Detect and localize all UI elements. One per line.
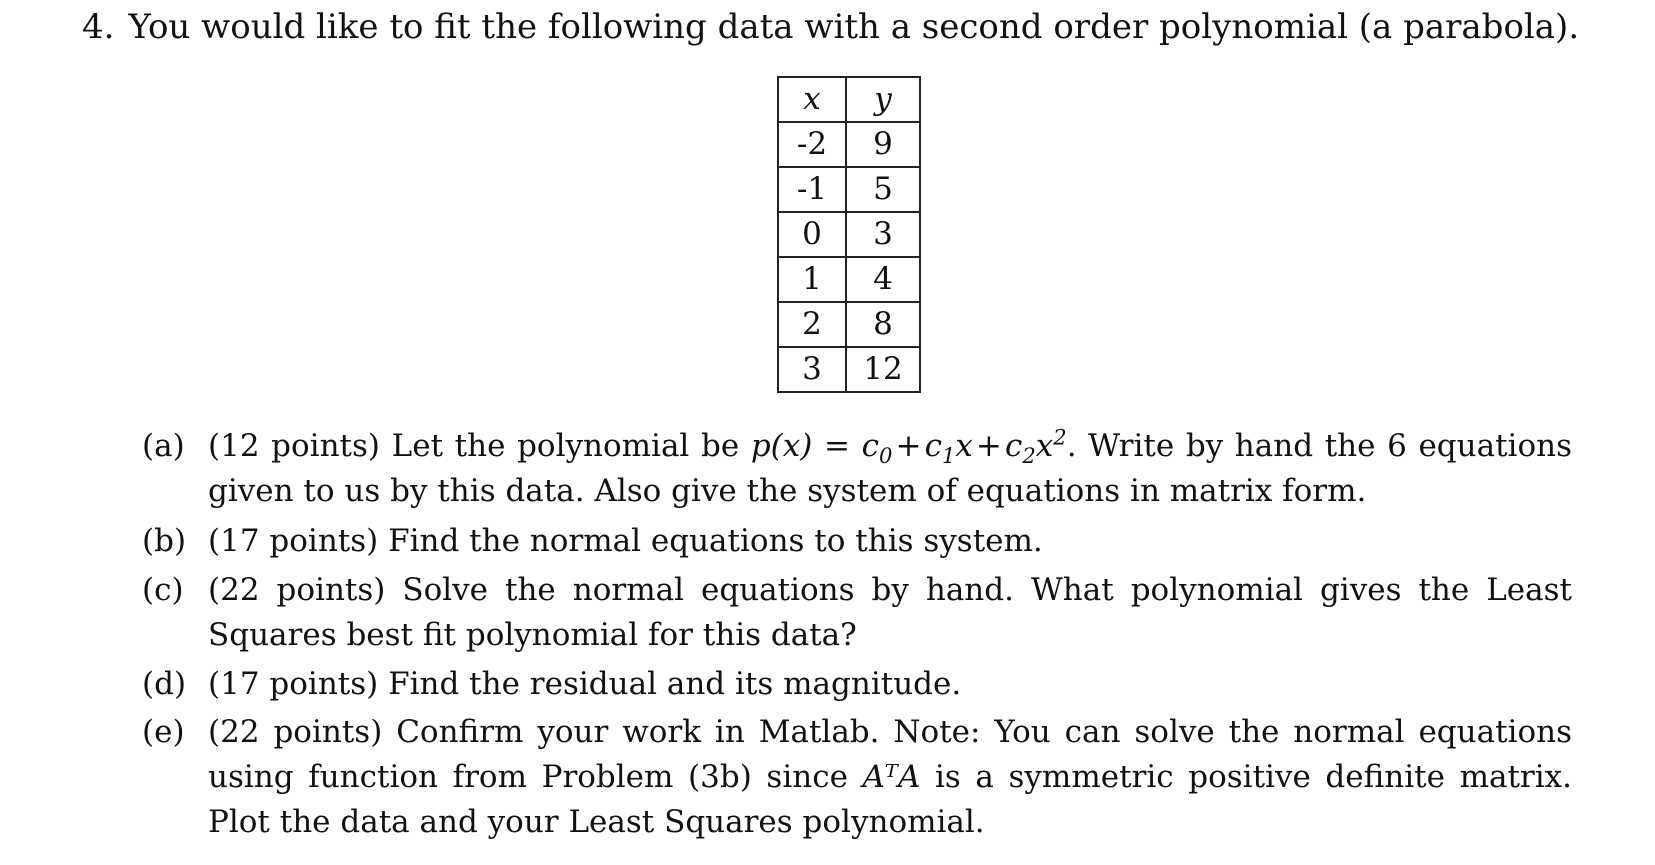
column-header-y: y <box>846 77 920 122</box>
formula-p-symbol: p <box>750 428 771 464</box>
part-e-text-before: (22 points) Confirm your work in Matlab. Note: You can solve the normal equations using function from Problem (3b) since <box>208 714 1572 795</box>
part-c-text: (22 points) Solve the normal equations by hand. What polynomial gives the Least Squares best fit polynomial for this data? <box>208 572 1572 653</box>
part-e-text <box>208 710 1572 845</box>
matrix-expression: AᵀA <box>862 759 921 795</box>
part-c-label: (c) <box>142 572 184 608</box>
cell-x: -1 <box>778 167 846 212</box>
formula-p: p(x) <box>750 428 813 464</box>
cell-y: 5 <box>846 167 920 212</box>
cell-y: 3 <box>846 212 920 257</box>
formula-x-symbol: x <box>782 428 801 464</box>
part-a-text-after: . Write by hand the 6 equations given to us by this data. Also give the system of equations in matrix form. <box>208 428 1572 509</box>
part-e-label: (e) <box>142 714 185 750</box>
cell-y: 8 <box>846 302 920 347</box>
part-a-text-before: (12 points) Let the polynomial be <box>208 428 751 464</box>
problem-number: 4. <box>82 7 115 47</box>
column-header-x: x <box>778 77 846 122</box>
cell-y: 9 <box>846 122 920 167</box>
polynomial-formula: $c_0$ + $c_1x$ + $c_2x^2$ <box>861 424 1067 469</box>
part-b-text: (17 points) Find the normal equations to this system. <box>208 523 1043 559</box>
cell-x: -2 <box>778 122 846 167</box>
cell-x: 3 <box>778 347 846 392</box>
cell-x: 2 <box>778 302 846 347</box>
part-d-text: (17 points) Find the residual and its magnitude. <box>208 666 962 702</box>
part-d-label: (d) <box>142 666 187 702</box>
part-e-text-after: is a symmetric positive definite matrix. Plot the data and your Least Squares polynomial. <box>208 759 1573 840</box>
problem-text: You would like to fit the following data with a second order polynomial (a parabola). <box>128 7 1580 47</box>
part-a-text: (12 points) Let the polynomial be $p(x) = c_0$ + $c_1x$ + $c_2x^2$. Write by hand the 6 equations given to us by this data. Also give the system of equations in matrix form. <box>208 424 1572 509</box>
cell-y: 12 <box>846 347 920 392</box>
part-b-label: (b) <box>142 523 187 559</box>
cell-y: 4 <box>846 257 920 302</box>
cell-x: 1 <box>778 257 846 302</box>
part-a-label: (a) <box>142 428 185 464</box>
cell-x: 0 <box>778 212 846 257</box>
